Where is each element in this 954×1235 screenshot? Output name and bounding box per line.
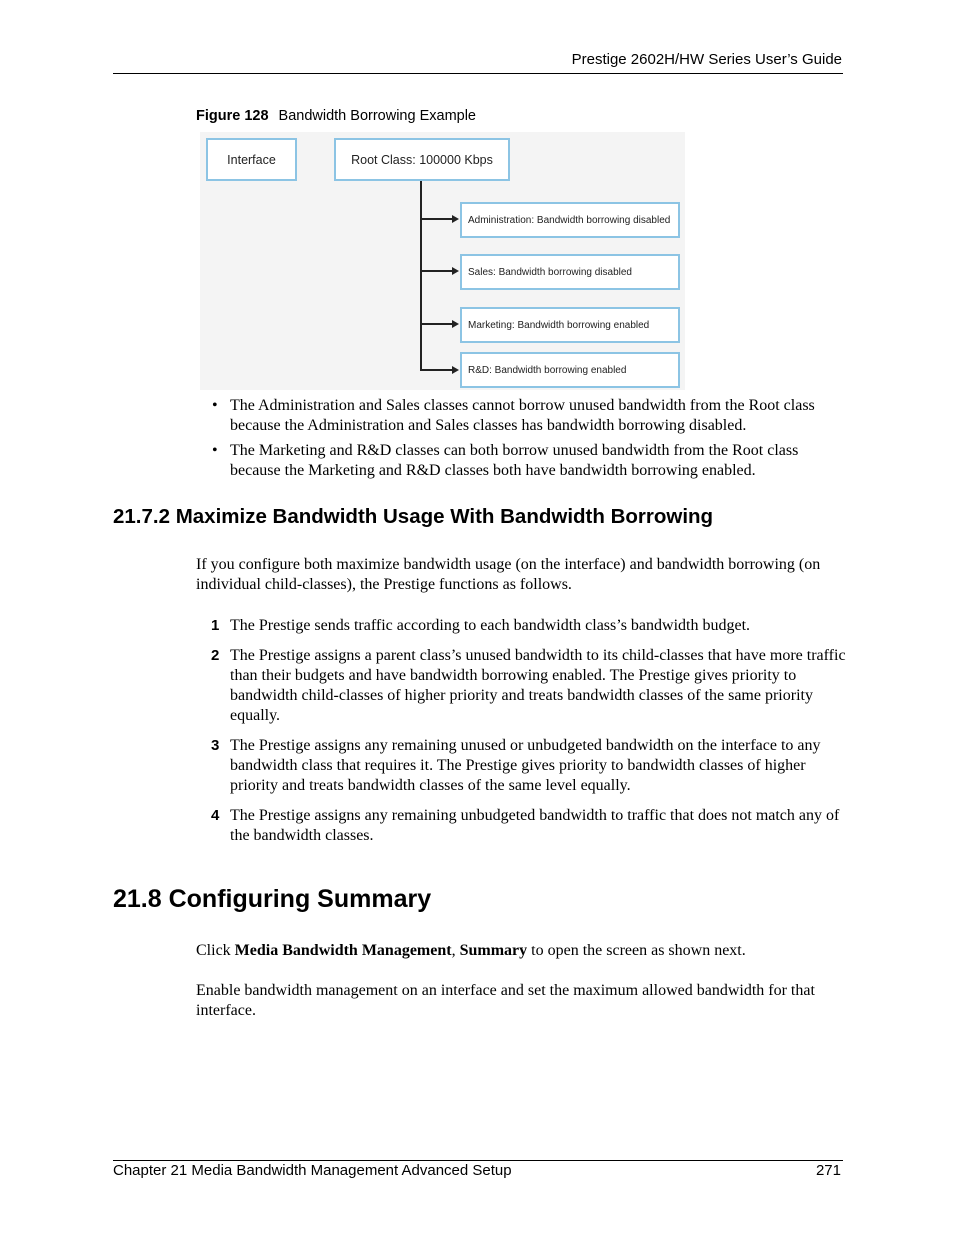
footer-chapter-title: Chapter 21 Media Bandwidth Management Advanced Setup <box>113 1162 512 1179</box>
figure-title: Bandwidth Borrowing Example <box>278 108 476 124</box>
running-header-title: Prestige 2602H/HW Series User’s Guide <box>571 51 842 68</box>
step-text: The Prestige assigns any remaining unbudgeted bandwidth to traffic that does not match any of the bandwidth classes. <box>230 807 840 844</box>
arrow-head-icon <box>452 366 459 374</box>
bullet-list <box>212 396 852 486</box>
figure-label: Figure 128 <box>196 108 269 124</box>
numbered-steps <box>211 616 851 846</box>
paragraph-text: Click <box>196 942 235 959</box>
step-number: 3 <box>211 737 220 754</box>
child-class-box-marketing: Marketing: Bandwidth borrowing enabled <box>460 307 680 343</box>
step-number: 1 <box>211 617 220 634</box>
arrow-head-icon <box>452 267 459 275</box>
step-item <box>211 806 851 846</box>
connector-branch <box>420 323 452 325</box>
figure-caption <box>196 108 476 124</box>
step-text: The Prestige assigns a parent class’s unused bandwidth to its child-classes that have more traffic than their budgets and have bandwidth borrowing enabled. The Prestige gives priority to bandwidth child-classes of higher priority and treats bandwidth classes of the same priority equally. <box>230 647 846 724</box>
page-number: 271 <box>815 1162 841 1179</box>
step-text: The Prestige sends traffic according to each bandwidth class’s bandwidth budget. <box>230 617 751 634</box>
paragraph-text: to open the screen as shown next. <box>527 942 746 959</box>
menu-path-media-bandwidth-management: Media Bandwidth Management <box>234 942 452 959</box>
root-class-box: Root Class: 100000 Kbps <box>334 138 510 181</box>
bullet-item: • The Administration and Sales classes cannot borrow unused bandwidth from the Root class because the Administration and Sales classes has bandwidth borrowing disabled. <box>212 396 852 436</box>
arrow-head-icon <box>452 320 459 328</box>
intro-paragraph: If you configure both maximize bandwidth usage (on the interface) and bandwidth borrowing (on individual child-classes), the Prestige functions as follows. <box>196 556 821 593</box>
menu-path-summary: Summary <box>459 942 528 959</box>
step-item <box>211 736 851 796</box>
connector-branch <box>420 369 452 371</box>
description-paragraph: Enable bandwidth management on an interface and set the maximum allowed bandwidth for that interface. <box>196 982 815 1019</box>
section-heading: 21.8 Configuring Summary <box>113 885 432 913</box>
connector-branch <box>420 218 452 220</box>
step-item <box>211 646 851 726</box>
connector-branch <box>420 270 452 272</box>
header-rule <box>113 73 843 74</box>
interface-box: Interface <box>206 138 297 181</box>
child-class-box-administration: Administration: Bandwidth borrowing disabled <box>460 202 680 238</box>
section-heading: 21.7.2 Maximize Bandwidth Usage With Bandwidth Borrowing <box>113 505 714 528</box>
paragraph-text: , <box>451 942 460 959</box>
footer-rule <box>113 1160 843 1161</box>
bullet-item: • The Marketing and R&D classes can both borrow unused bandwidth from the Root class because the Marketing and R&D classes both have bandwidth borrowing enabled. <box>212 441 852 481</box>
bandwidth-borrowing-diagram <box>200 132 685 390</box>
connector-trunk <box>420 181 422 371</box>
child-class-box-sales: Sales: Bandwidth borrowing disabled <box>460 254 680 290</box>
arrow-head-icon <box>452 215 459 223</box>
step-number: 4 <box>211 807 220 824</box>
child-class-box-rnd: R&D: Bandwidth borrowing enabled <box>460 352 680 388</box>
instruction-paragraph <box>196 941 846 961</box>
step-text: The Prestige assigns any remaining unused or unbudgeted bandwidth on the interface to any bandwidth class that requires it. The Prestige gives priority to bandwidth classes of higher priority and treats bandwidth classes of the same level equally. <box>230 737 821 794</box>
step-number: 2 <box>211 647 220 664</box>
step-item <box>211 616 851 636</box>
